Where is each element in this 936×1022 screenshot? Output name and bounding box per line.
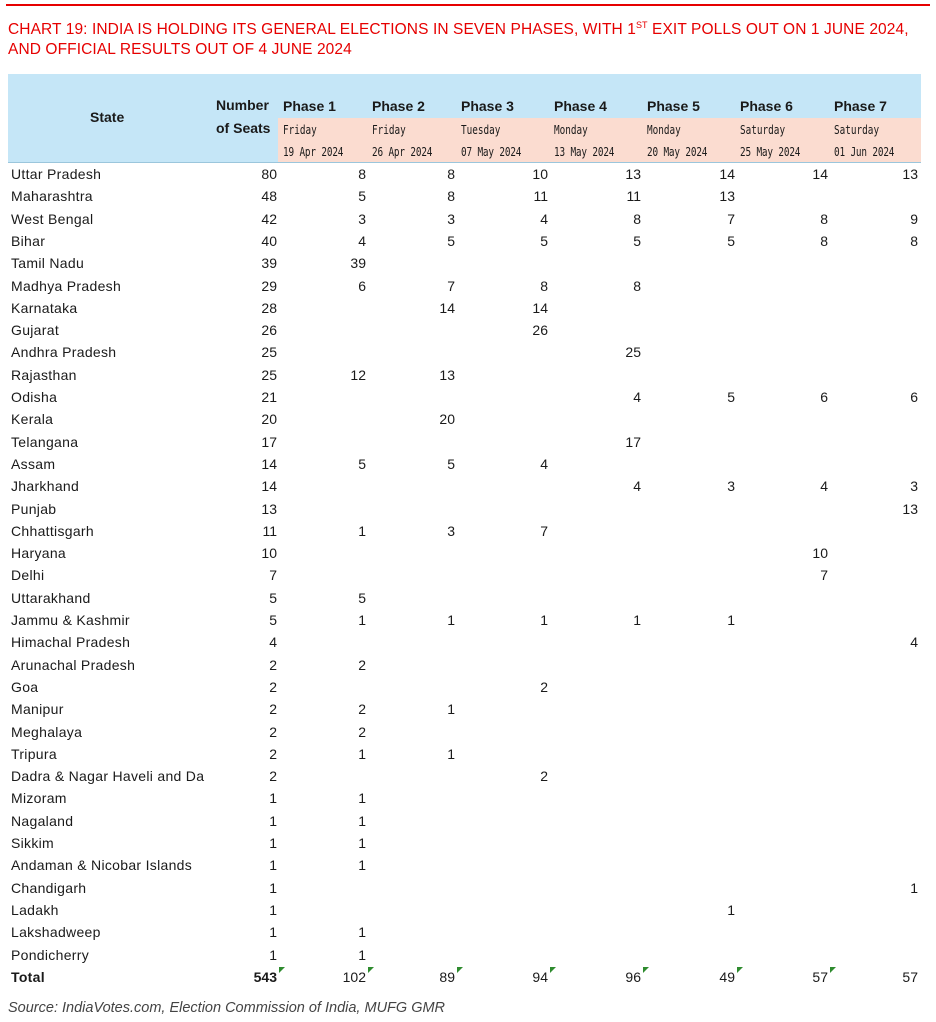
- phase-date-7: 01 Jun 2024: [834, 145, 895, 159]
- phase-7-seats: 1: [910, 879, 918, 896]
- phase-date-3: 07 May 2024: [461, 145, 522, 159]
- phase-3-seats: 14: [532, 299, 548, 316]
- phase-1-seats: 5: [358, 589, 366, 606]
- table-row: [8, 631, 921, 653]
- phase-3-seats: 26: [532, 322, 548, 339]
- table-row: [8, 297, 921, 319]
- state-name: Andhra Pradesh: [11, 344, 117, 361]
- seats-count: 14: [261, 455, 277, 472]
- state-name: Karnataka: [11, 299, 78, 316]
- cell-flag-icon: [457, 967, 463, 973]
- cell-flag-icon: [643, 967, 649, 973]
- seats-count: 1: [269, 857, 277, 874]
- phase-name-2: Phase 2: [372, 98, 425, 114]
- phase-1-seats: 6: [358, 277, 366, 294]
- state-name: Sikkim: [11, 835, 55, 851]
- phase-1-seats: 1: [358, 857, 366, 874]
- table-row: [8, 698, 921, 720]
- state-name: Himachal Pradesh: [11, 634, 131, 651]
- phase-3-seats: 11: [533, 188, 548, 205]
- seats-count: 5: [269, 589, 277, 606]
- phase-2-seats: 3: [447, 522, 455, 539]
- phase-4-seats: 8: [633, 210, 641, 227]
- table-row: [8, 208, 921, 230]
- table-row: [8, 676, 921, 698]
- phase-day-2: Friday: [372, 123, 406, 137]
- state-name: Nagaland: [11, 812, 74, 829]
- state-name: Chandigarh: [11, 879, 87, 896]
- cell-flag-icon: [279, 967, 285, 973]
- seats-count: 80: [261, 166, 277, 182]
- phase-4-seats: 11: [626, 188, 641, 205]
- table-row: [8, 475, 921, 497]
- cell-flag-icon: [830, 967, 836, 973]
- phase-date-1: 19 Apr 2024: [283, 145, 344, 159]
- header-seats-line1: Number: [216, 97, 269, 113]
- seats-count: 25: [261, 366, 277, 383]
- phase-2-seats: 13: [439, 366, 455, 383]
- table-row: [8, 520, 921, 542]
- table-row: [8, 185, 921, 207]
- phase-3-seats: 1: [540, 612, 548, 628]
- phase-3-seats: 5: [540, 232, 548, 249]
- title-superscript: ST: [635, 20, 648, 30]
- total-phase-3: 94: [532, 968, 548, 985]
- phase-1-seats: 2: [358, 701, 366, 718]
- phase-3-seats: 8: [540, 277, 548, 294]
- phase-1-seats: 1: [358, 790, 366, 807]
- state-name: West Bengal: [11, 210, 94, 227]
- state-name: Meghalaya: [11, 723, 83, 740]
- seats-count: 2: [269, 701, 277, 718]
- seats-count: 14: [261, 478, 277, 495]
- table-row: [8, 408, 921, 430]
- phase-5-seats: 1: [727, 901, 735, 918]
- table-row: [8, 542, 921, 564]
- state-name: Tripura: [11, 745, 57, 762]
- phase-6-seats: 10: [812, 545, 828, 562]
- phase-2-seats: 14: [439, 299, 455, 316]
- phase-7-seats: 8: [910, 232, 918, 249]
- phase-5-seats: 3: [727, 478, 735, 495]
- table-row: [8, 944, 921, 966]
- phase-date-4: 13 May 2024: [554, 145, 615, 159]
- total-phase-1: 102: [342, 968, 366, 985]
- state-name: Uttarakhand: [11, 589, 91, 606]
- state-name: Mizoram: [11, 790, 67, 807]
- seats-count: 17: [261, 433, 277, 450]
- state-name: Punjab: [11, 500, 57, 517]
- state-name: Bihar: [11, 232, 46, 249]
- table-row: [8, 163, 921, 185]
- phase-4-seats: 4: [633, 478, 641, 495]
- phase-5-seats: 7: [727, 210, 735, 227]
- seats-count: 1: [269, 835, 277, 851]
- phase-1-seats: 2: [358, 656, 366, 673]
- phase-2-seats: 1: [447, 745, 455, 762]
- state-name: Jammu & Kashmir: [11, 612, 130, 628]
- phase-name-5: Phase 5: [647, 98, 700, 114]
- total-row: [8, 966, 921, 988]
- phase-2-seats: 5: [447, 232, 455, 249]
- table-row: [8, 810, 921, 832]
- table-row: [8, 230, 921, 252]
- phase-6-seats: 14: [812, 166, 828, 182]
- state-name: Rajasthan: [11, 366, 77, 383]
- seats-count: 20: [261, 411, 277, 428]
- phase-5-seats: 5: [727, 389, 735, 405]
- table-row: [8, 319, 921, 341]
- phase-2-seats: 8: [447, 166, 455, 182]
- phase-1-seats: 1: [358, 835, 366, 851]
- phase-name-4: Phase 4: [554, 98, 607, 114]
- phase-1-seats: 1: [358, 522, 366, 539]
- phase-3-seats: 4: [540, 455, 548, 472]
- seats-count: 13: [261, 500, 277, 517]
- phase-6-seats: 6: [820, 389, 828, 405]
- state-name: Delhi: [11, 567, 45, 584]
- phase-date-5: 20 May 2024: [647, 145, 708, 159]
- table-row: [8, 877, 921, 899]
- table-row: [8, 832, 921, 854]
- phase-2-seats: 5: [447, 455, 455, 472]
- total-phase-5: 49: [719, 968, 735, 985]
- phase-4-seats: 13: [625, 166, 641, 182]
- seats-count: 1: [269, 812, 277, 829]
- state-name: Assam: [11, 455, 56, 472]
- phase-2-seats: 7: [447, 277, 455, 294]
- phase-day-5: Monday: [647, 123, 681, 137]
- table-row: [8, 609, 921, 631]
- phase-7-seats: 6: [910, 389, 918, 405]
- phase-7-seats: 9: [910, 210, 918, 227]
- header-band-state: [8, 74, 278, 162]
- state-name: Uttar Pradesh: [11, 166, 102, 182]
- state-name: Jharkhand: [11, 478, 80, 495]
- seats-count: 1: [269, 924, 277, 941]
- phase-7-seats: 13: [902, 166, 918, 182]
- cell-flag-icon: [550, 967, 556, 973]
- title-rule: [6, 4, 930, 6]
- phase-6-seats: 8: [820, 210, 828, 227]
- phase-2-seats: 3: [447, 210, 455, 227]
- phase-1-seats: 1: [358, 946, 366, 963]
- phase-6-seats: 7: [820, 567, 828, 584]
- state-name: Madhya Pradesh: [11, 277, 122, 294]
- phase-1-seats: 12: [350, 366, 366, 383]
- seats-count: 11: [262, 522, 277, 539]
- seats-count: 1: [269, 879, 277, 896]
- phase-name-7: Phase 7: [834, 98, 887, 114]
- cell-flag-icon: [368, 967, 374, 973]
- phase-5-seats: 1: [727, 612, 735, 628]
- state-name: Lakshadweep: [11, 924, 101, 941]
- phase-1-seats: 1: [358, 924, 366, 941]
- phase-7-seats: 13: [902, 500, 918, 517]
- seats-count: 42: [261, 210, 277, 227]
- table-row: [8, 252, 921, 274]
- seats-count: 28: [261, 299, 277, 316]
- phase-1-seats: 2: [358, 723, 366, 740]
- seats-count: 48: [261, 188, 277, 205]
- table-row: [8, 431, 921, 453]
- table-row: [8, 275, 921, 297]
- total-label: Total: [11, 968, 45, 985]
- phase-1-seats: 3: [358, 210, 366, 227]
- seats-count: 39: [261, 255, 277, 272]
- phase-2-seats: 1: [447, 701, 455, 718]
- table-row: [8, 587, 921, 609]
- phase-date-2: 26 Apr 2024: [372, 145, 433, 159]
- table-row: [8, 341, 921, 363]
- state-name: Pondicherry: [11, 946, 90, 963]
- phase-3-seats: 4: [540, 210, 548, 227]
- phase-day-4: Monday: [554, 123, 588, 137]
- seats-count: 2: [269, 745, 277, 762]
- seats-count: 10: [261, 545, 277, 562]
- seats-count: 40: [261, 232, 277, 249]
- state-name: Gujarat: [11, 322, 60, 339]
- state-name: Manipur: [11, 701, 64, 718]
- table-row: [8, 743, 921, 765]
- phase-7-seats: 3: [910, 478, 918, 495]
- phase-4-seats: 4: [633, 389, 641, 405]
- phase-2-seats: 20: [439, 411, 455, 428]
- phase-1-seats: 4: [358, 232, 366, 249]
- phase-3-seats: 10: [532, 166, 548, 182]
- phase-name-6: Phase 6: [740, 98, 793, 114]
- header-seats-line2: of Seats: [216, 120, 271, 136]
- phase-1-seats: 1: [358, 812, 366, 829]
- table-row: [8, 654, 921, 676]
- table-row: [8, 765, 921, 787]
- phase-5-seats: 5: [727, 232, 735, 249]
- phase-4-seats: 17: [625, 433, 641, 450]
- seats-count: 1: [269, 901, 277, 918]
- phase-4-seats: 25: [625, 344, 641, 361]
- phase-3-seats: 2: [540, 768, 548, 785]
- phase-2-seats: 1: [447, 612, 455, 628]
- state-name: Ladakh: [11, 901, 59, 918]
- phase-1-seats: 5: [358, 455, 366, 472]
- state-name: Andaman & Nicobar Islands: [11, 857, 193, 874]
- header-state: State: [90, 109, 125, 125]
- phase-3-seats: 7: [540, 522, 548, 539]
- seats-count: 26: [261, 322, 277, 339]
- total-phase-7: 57: [902, 968, 918, 985]
- state-name: Tamil Nadu: [11, 255, 85, 272]
- seats-count: 2: [269, 678, 277, 695]
- total-seats: 543: [253, 968, 277, 985]
- table-row: [8, 386, 921, 408]
- seats-count: 2: [269, 768, 277, 785]
- table-row: [8, 921, 921, 943]
- phase-2-seats: 8: [447, 188, 455, 205]
- state-name: Dadra & Nagar Haveli and Da: [11, 768, 205, 785]
- phase-7-seats: 4: [910, 634, 918, 651]
- total-phase-6: 57: [812, 968, 828, 985]
- table-row: [8, 899, 921, 921]
- table-row: [8, 498, 921, 520]
- phase-1-seats: 39: [350, 255, 366, 272]
- phase-name-1: Phase 1: [283, 98, 336, 114]
- seats-count: 4: [269, 634, 277, 651]
- state-name: Maharashtra: [11, 188, 93, 205]
- seats-count: 21: [261, 389, 277, 405]
- phase-4-seats: 8: [633, 277, 641, 294]
- phase-3-seats: 2: [540, 678, 548, 695]
- phase-5-seats: 13: [719, 188, 735, 205]
- phase-4-seats: 5: [633, 232, 641, 249]
- table-row: [8, 453, 921, 475]
- state-name: Haryana: [11, 545, 67, 562]
- phase-1-seats: 8: [358, 166, 366, 182]
- phase-1-seats: 1: [358, 745, 366, 762]
- state-name: Arunachal Pradesh: [11, 656, 136, 673]
- seats-count: 29: [261, 277, 277, 294]
- total-phase-4: 96: [625, 968, 641, 985]
- phase-1-seats: 5: [358, 188, 366, 205]
- phase-day-6: Saturday: [740, 123, 786, 137]
- seats-count: 1: [269, 790, 277, 807]
- seats-count: 2: [269, 656, 277, 673]
- phase-6-seats: 4: [820, 478, 828, 495]
- source-note: Source: IndiaVotes.com, Election Commission of India, MUFG GMR: [8, 1000, 446, 1016]
- seats-count: 5: [269, 612, 277, 628]
- table-row: [8, 721, 921, 743]
- seats-count: 1: [269, 946, 277, 963]
- chart-title: CHART 19: INDIA IS HOLDING ITS GENERAL ELECTIONS IN SEVEN PHASES, WITH 1ST EXIT POLLS OUT ON 1 JUNE 2024, AND OFFICIAL RESULTS OUT OF 4 JUNE 2024: [8, 20, 909, 58]
- table-row: [8, 787, 921, 809]
- seats-count: 2: [269, 723, 277, 740]
- phase-day-7: Saturday: [834, 123, 880, 137]
- seats-count: 7: [269, 567, 277, 584]
- state-name: Kerala: [11, 411, 54, 428]
- phase-name-3: Phase 3: [461, 98, 514, 114]
- total-phase-2: 89: [439, 968, 455, 985]
- table-row: [8, 854, 921, 876]
- state-name: Telangana: [11, 433, 79, 450]
- state-name: Goa: [11, 678, 39, 695]
- phase-date-6: 25 May 2024: [740, 145, 801, 159]
- phase-1-seats: 1: [358, 612, 366, 628]
- table-row: [8, 364, 921, 386]
- phase-6-seats: 8: [820, 232, 828, 249]
- cell-flag-icon: [737, 967, 743, 973]
- phase-day-1: Friday: [283, 123, 317, 137]
- seats-count: 25: [261, 344, 277, 361]
- phase-day-3: Tuesday: [461, 123, 501, 137]
- phase-5-seats: 14: [719, 166, 735, 182]
- phase-4-seats: 1: [633, 612, 641, 628]
- state-name: Chhattisgarh: [11, 522, 94, 539]
- state-name: Odisha: [11, 389, 58, 405]
- table-row: [8, 564, 921, 586]
